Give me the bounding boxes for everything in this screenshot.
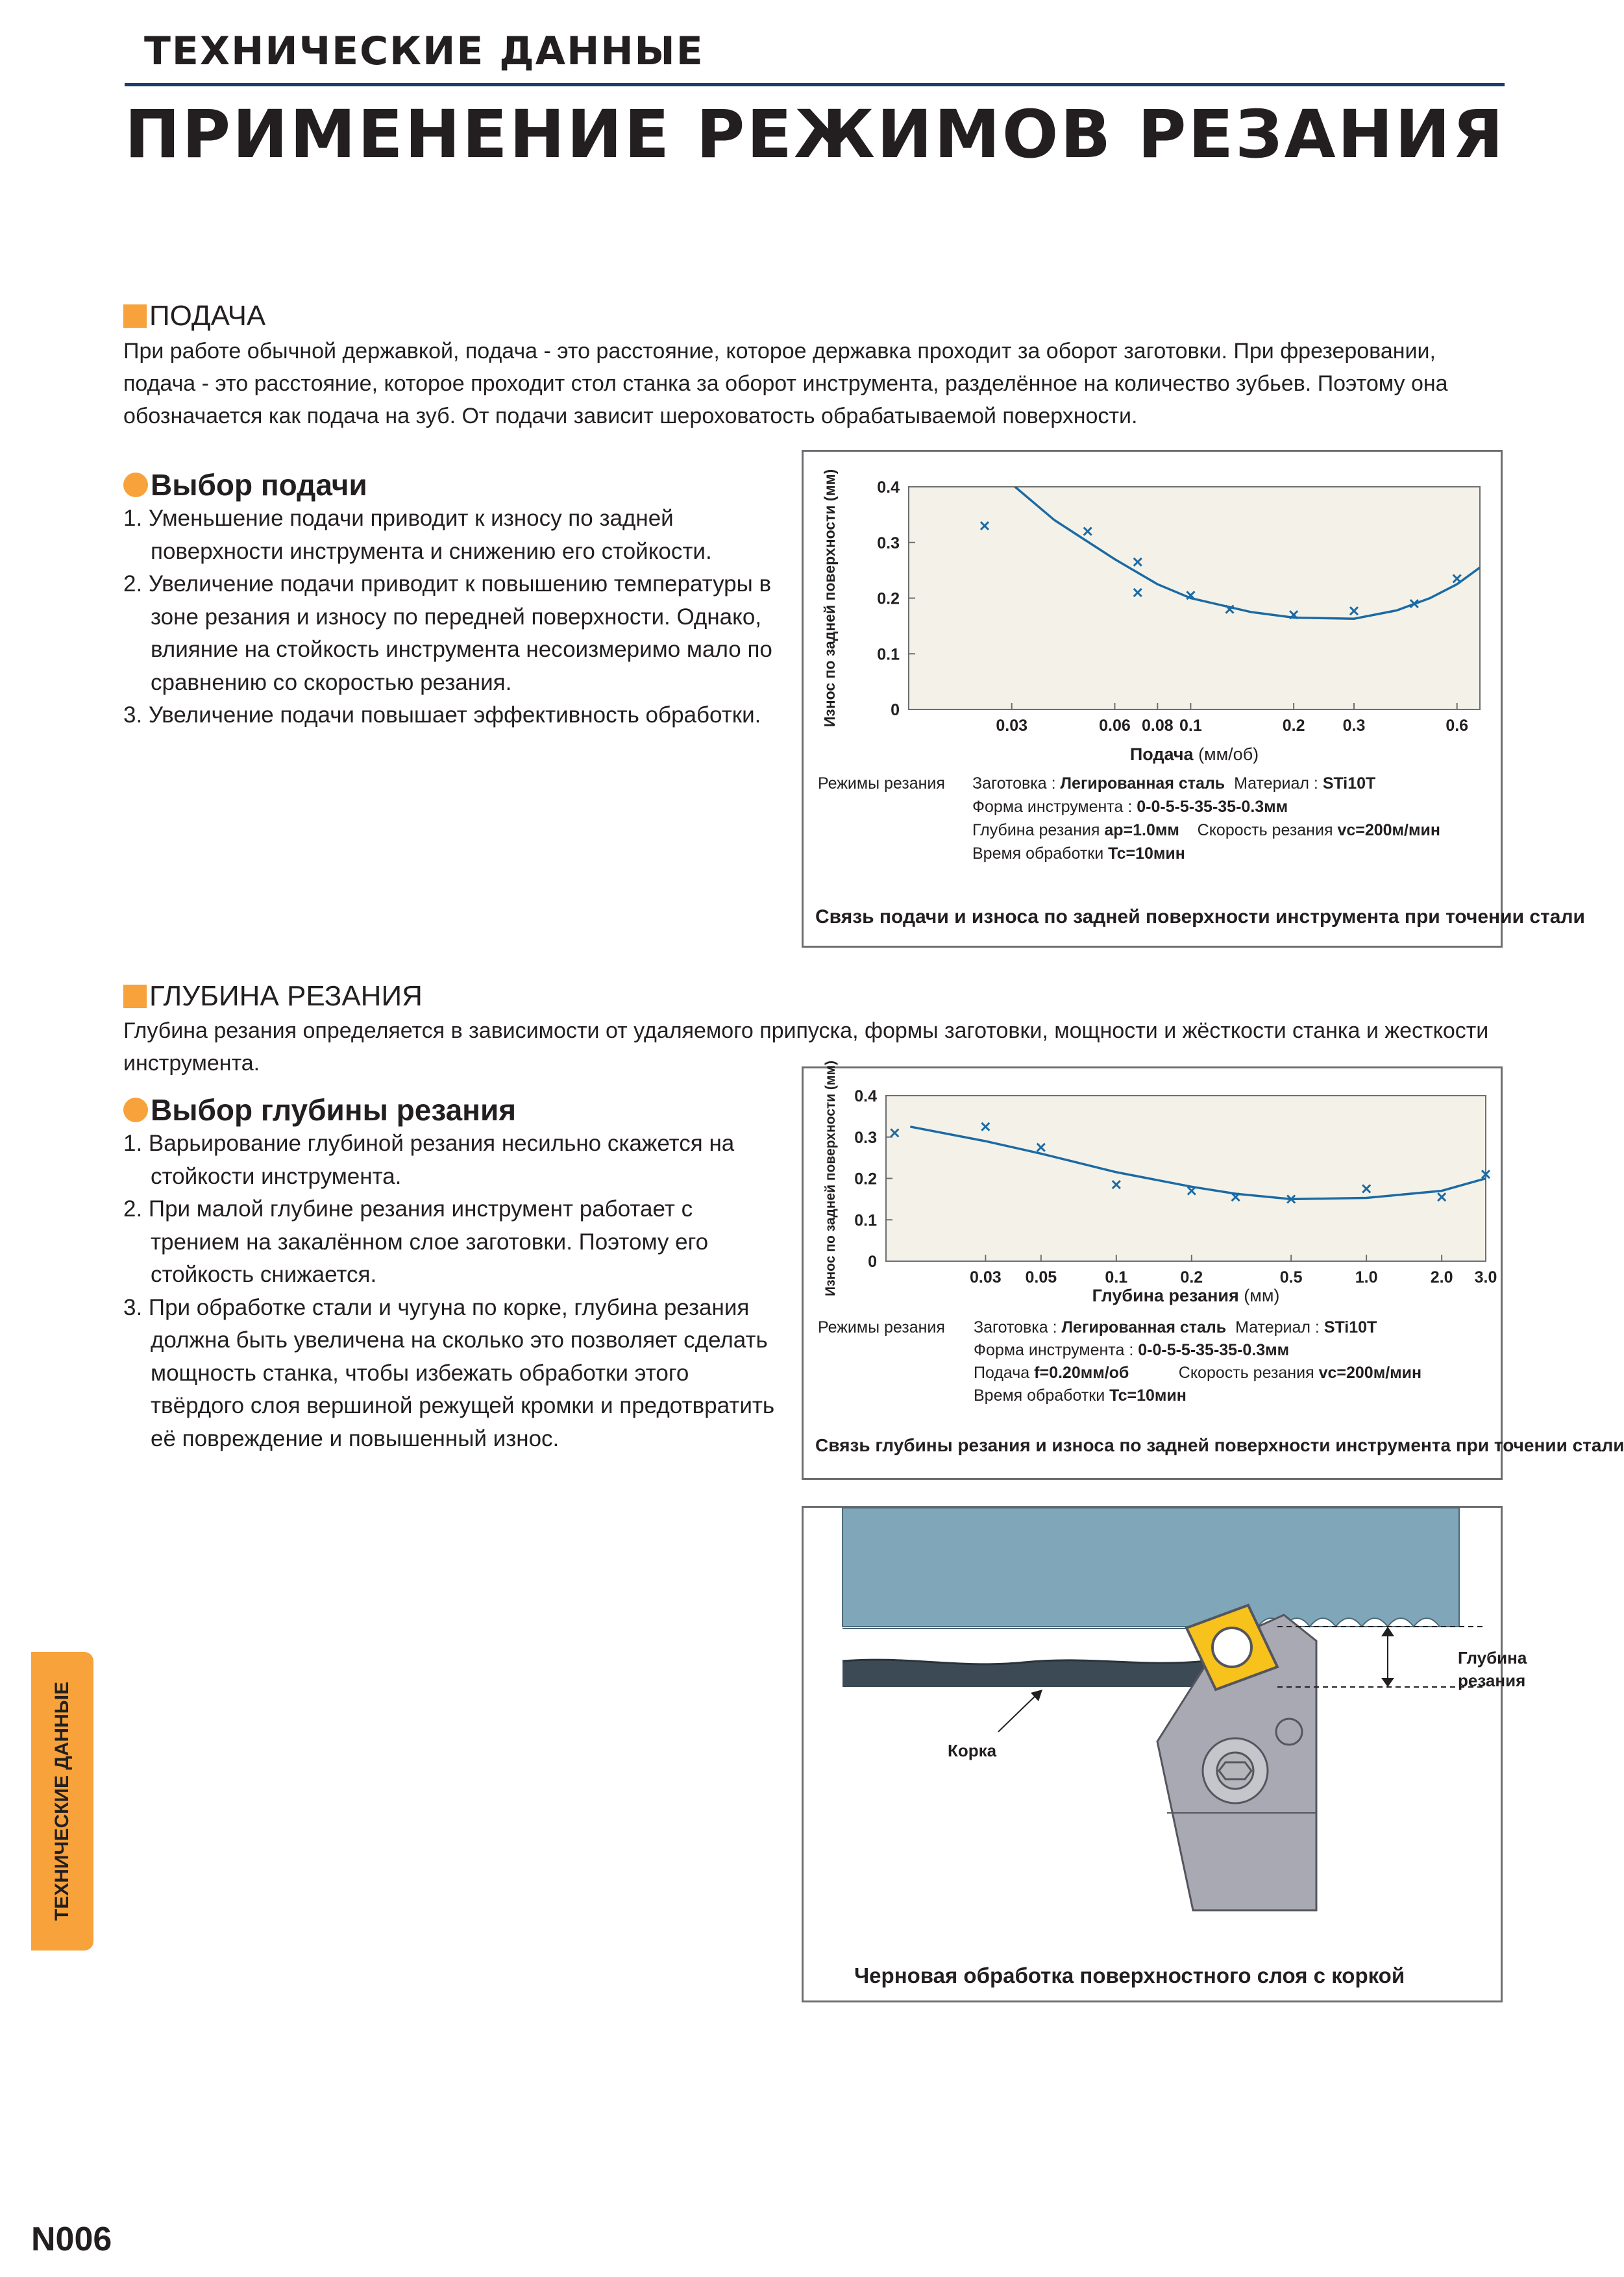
feed-conditions-line3: Глубина резания ap=1.0мм Скорость резания vc=200м/мин (972, 821, 1440, 839)
page-number: N006 (31, 2221, 112, 2258)
feed-subtitle (123, 467, 367, 502)
depth-title: ГЛУБИНА РЕЗАНИЯ (149, 980, 423, 1012)
feed-conditions-label: Режимы резания (818, 774, 945, 793)
crust-label: Корка (948, 1741, 997, 1760)
depth-section-title (123, 980, 423, 1013)
feed-title: ПОДАЧА (149, 300, 266, 332)
depth-conditions-line3: Подача f=0.20мм/об Скорость резания vc=200м/мин (974, 1364, 1422, 1382)
x-tick-label: 0.08 (1141, 717, 1174, 735)
feed-section-title (123, 300, 265, 332)
x-tick-label: 3.0 (1474, 1268, 1497, 1286)
y-axis-label: Износ по задней поверхности (мм) (823, 1061, 838, 1296)
orange-dot-bullet-icon (123, 1098, 148, 1122)
y-tick-label: 0.2 (854, 1170, 877, 1188)
depth-label-line2: резания (1458, 1671, 1526, 1690)
section-header: ТЕХНИЧЕСКИЕ ДАННЫЕ (144, 29, 704, 74)
diagram-caption: Черновая обработка поверхностного слоя с коркой (854, 1963, 1405, 1988)
page-title: ПРИМЕНЕНИЕ РЕЖИМОВ РЕЗАНИЯ (125, 96, 1505, 173)
depth-list-item: 1. Варьирование глубиной резания несильно скажется на стойкости инструмента. (123, 1131, 735, 1189)
feed-list-item: 3. Увеличение подачи повышает эффективность обработки. (123, 702, 761, 728)
feed-conditions-line2: Форма инструмента : 0-0-5-5-35-35-0.3мм (972, 798, 1288, 816)
feed-list (123, 502, 779, 732)
y-tick-label: 0.4 (854, 1087, 877, 1105)
feed-wear-chart (804, 452, 1501, 764)
x-tick-label: 2.0 (1430, 1268, 1453, 1286)
x-tick-label: 0.2 (1282, 717, 1305, 735)
x-axis-label: Подача (мм/об) (1129, 745, 1259, 764)
feed-conditions-line1: Заготовка : Легированная сталь Материал : STi10T (972, 774, 1376, 793)
x-axis-label: Глубина резания (мм) (1092, 1286, 1280, 1305)
depth-intro: Глубина резания определяется в зависимости от удаляемого припуска, формы заготовки, мощности и жёсткости станка и жесткости инструмента. (123, 1018, 1489, 1076)
depth-conditions-line4: Время обработки Tc=10мин (974, 1386, 1187, 1405)
y-tick-label: 0.1 (854, 1211, 877, 1230)
y-tick-label: 0.2 (877, 589, 900, 608)
depth-chart-caption: Связь глубины резания и износа по задней поверхности инструмента при точении стали (815, 1435, 1624, 1455)
x-tick-label: 0.03 (970, 1268, 1002, 1286)
y-axis-label: Износ по задней поверхности (мм) (821, 469, 838, 728)
x-tick-label: 0.2 (1180, 1268, 1203, 1286)
depth-conditions-line1: Заготовка : Легированная сталь Материал : STi10T (974, 1318, 1377, 1336)
y-tick-label: 0.3 (877, 534, 900, 552)
depth-list-item: 3. При обработке стали и чугуна по корке, глубина резания должна быть увеличена на сколько это позволяет сделать мощность станка, чтобы избежать обработки этого твёрдого слоя вершиной режущей кромки и предотвратить её повреждение и повышенный износ. (123, 1294, 775, 1451)
y-tick-label: 0 (868, 1253, 877, 1271)
y-tick-label: 0.3 (854, 1128, 877, 1147)
feed-list-item: 1. Уменьшение подачи приводит к износу по задней поверхности инструмента и снижению его стойкости. (123, 506, 712, 564)
y-tick-label: 0.4 (877, 478, 900, 497)
feed-chart-box (802, 450, 1585, 948)
rough-machining-diagram (804, 1508, 1527, 1949)
orange-square-bullet-icon (123, 304, 147, 328)
side-tab (31, 1652, 93, 1951)
rough-machining-diagram-box (802, 1506, 1527, 2002)
depth-wear-chart (804, 1061, 1501, 1315)
feed-subtitle-text: Выбор подачи (151, 468, 367, 502)
x-tick-label: 0.5 (1279, 1268, 1303, 1286)
x-tick-label: 0.06 (1099, 717, 1131, 735)
x-tick-label: 0.1 (1179, 717, 1202, 735)
y-tick-label: 0.1 (877, 645, 900, 664)
feed-conditions-line4: Время обработки Tc=10мин (972, 844, 1185, 863)
feed-list-item: 2. Увеличение подачи приводит к повышению температуры в зоне резания и износу по передней поверхности. Однако, влияние на стойкость инструмента несоизмеримо мало по сравнению со скоростью резания. (123, 571, 772, 695)
side-tab-label: ТЕХНИЧЕСКИЕ ДАННЫЕ (51, 1681, 73, 1921)
x-tick-label: 0.05 (1025, 1268, 1057, 1286)
y-tick-label: 0 (891, 701, 900, 719)
workpiece-body (843, 1508, 1459, 1627)
header-rule (125, 83, 1505, 86)
depth-subtitle (123, 1092, 516, 1127)
x-tick-label: 0.6 (1446, 717, 1469, 735)
depth-conditions-label: Режимы резания (818, 1318, 945, 1336)
depth-list (123, 1127, 779, 1455)
depth-subtitle-text: Выбор глубины резания (151, 1093, 517, 1127)
depth-label-line1: Глубина (1458, 1648, 1527, 1668)
orange-dot-bullet-icon (123, 473, 148, 497)
x-tick-label: 0.3 (1342, 717, 1366, 735)
depth-chart-box (802, 1061, 1624, 1480)
x-tick-label: 0.1 (1105, 1268, 1128, 1286)
depth-list-item: 2. При малой глубине резания инструмент работает с трением на закалённом слое заготовки. Поэтому его стойкость снижается. (123, 1196, 709, 1287)
feed-intro: При работе обычной державкой, подача - это расстояние, которое державка проходит за оборот заготовки. При фрезеровании, подача - это расстояние, которое проходит стол станка за оборот инструмента, разделённое на количество зубьев. Поэтому она обозначается как подача на зуб. От подачи зависит шероховатость обрабатываемой поверхности. (123, 339, 1448, 428)
x-tick-label: 0.03 (996, 717, 1028, 735)
feed-chart-caption: Связь подачи и износа по задней поверхности инструмента при точении стали (815, 906, 1585, 928)
plot-area (886, 1096, 1486, 1261)
orange-square-bullet-icon (123, 985, 147, 1008)
x-tick-label: 1.0 (1355, 1268, 1378, 1286)
depth-conditions-line2: Форма инструмента : 0-0-5-5-35-35-0.3мм (974, 1341, 1290, 1359)
